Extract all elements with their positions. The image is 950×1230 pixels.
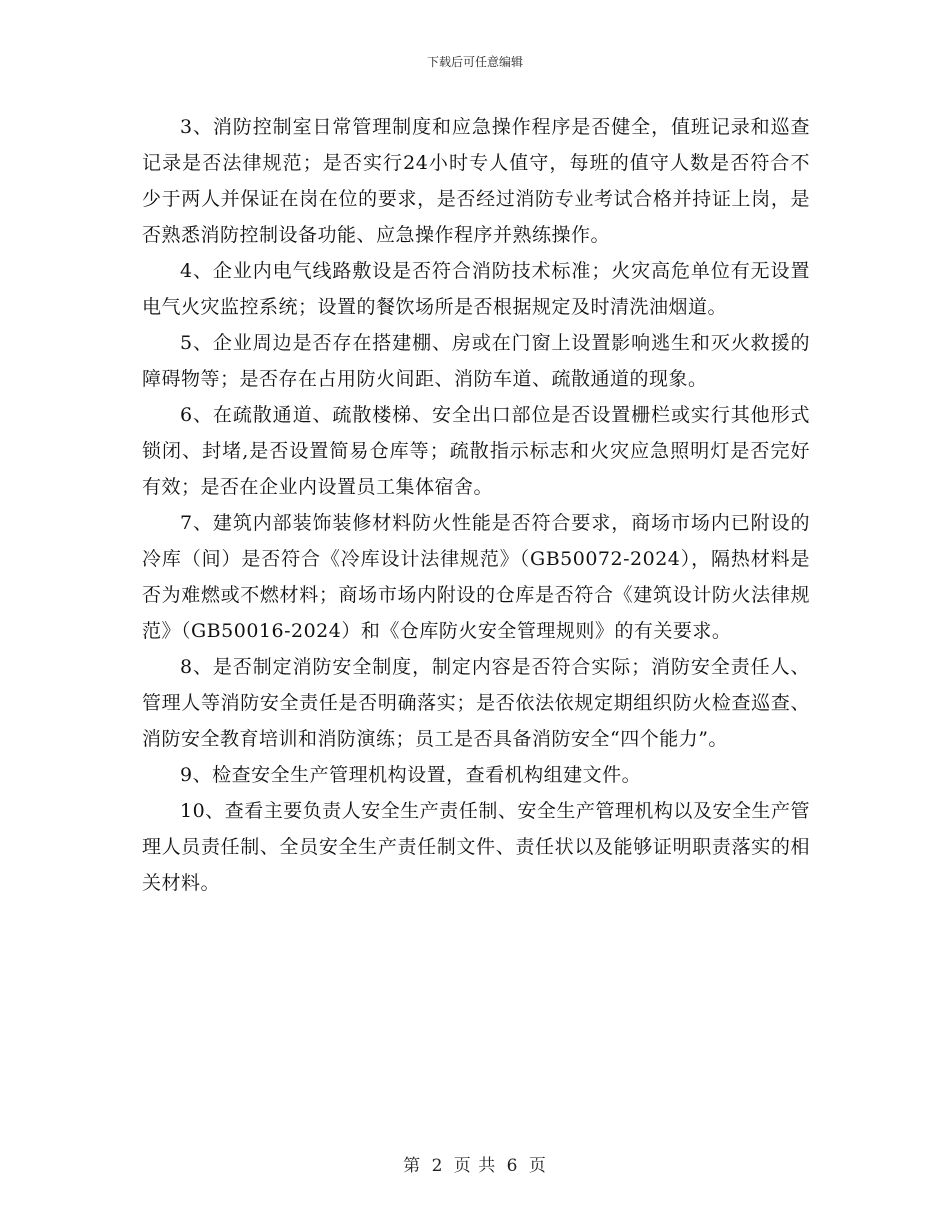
footer-prefix: 第 xyxy=(403,1156,422,1176)
page-header: 下载后可任意编辑 xyxy=(426,55,523,69)
current-page-number: 2 xyxy=(431,1156,444,1176)
paragraph-item-8: 8、是否制定消防安全制度，制定内容是否符合实际；消防安全责任人、管理人等消防安全责任是否明确落实；是否依法依规定期组织防火检查巡查、消防安全教育培训和消防演练；员工是否具备消防安全“四个能力”。 xyxy=(142,656,810,750)
paragraph-item-7: 7、建筑内部装饰装修材料防火性能是否符合要求，商场市场内已附设的冷库（间）是否符合《冷库设计法律规范》（GB50072-2024），隔热材料是否为难燃或不燃材料；商场市场内附设的仓库是否符合《建筑设计防火法律规范》（GB50016-2024）和《仓库防火安全管理规则》的有关要求。 xyxy=(142,512,810,642)
document-body xyxy=(142,109,810,901)
paragraph-item-4: 4、企业内电气线路敷设是否符合消防技术标准；火灾高危单位有无设置电气火灾监控系统；设置的餐饮场所是否根据规定及时清洗油烟道。 xyxy=(142,260,810,318)
paragraph-item-10: 10、查看主要负责人安全生产责任制、安全生产管理机构以及安全生产管理人员责任制、全员安全生产责任制文件、责任状以及能够证明职责落实的相关材料。 xyxy=(142,800,810,894)
total-page-number: 6 xyxy=(506,1156,519,1176)
paragraph-item-5: 5、企业周边是否存在搭建棚、房或在门窗上设置影响逃生和灭火救援的障碍物等；是否存在占用防火间距、消防车道、疏散通道的现象。 xyxy=(142,332,810,390)
paragraph-item-6: 6、在疏散通道、疏散楼梯、安全出口部位是否设置栅栏或实行其他形式锁闭、封堵,是否设置简易仓库等；疏散指示标志和火灾应急照明灯是否完好有效；是否在企业内设置员工集体宿舍。 xyxy=(142,404,810,498)
paragraph-item-9: 9、检查安全生产管理机构设置，查看机构组建文件。 xyxy=(180,764,642,786)
footer-suffix: 页 xyxy=(528,1156,547,1176)
footer-middle: 页 共 xyxy=(453,1156,497,1176)
page-footer xyxy=(0,1151,950,1176)
paragraph-item-3: 3、消防控制室日常管理制度和应急操作程序是否健全，值班记录和巡查记录是否法律规范；是否实行24小时专人值守，每班的值守人数是否符合不少于两人并保证在岗在位的要求，是否经过消防专业考试合格并持证上岗，是否熟悉消防控制设备功能、应急操作程序并熟练操作。 xyxy=(142,116,810,246)
